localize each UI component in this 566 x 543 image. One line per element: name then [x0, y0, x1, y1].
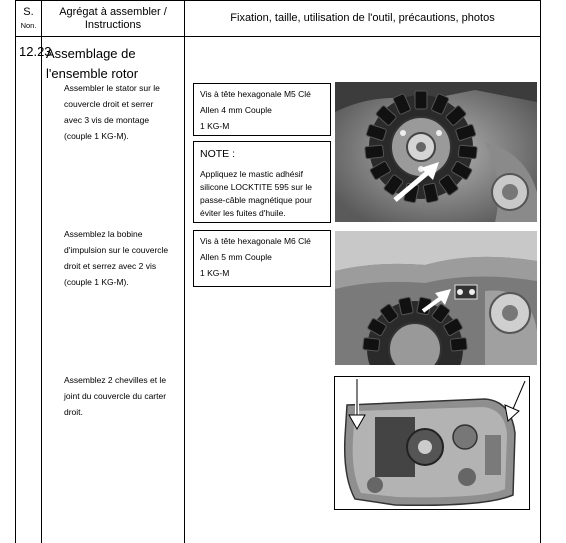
step1-instruction [64, 80, 178, 144]
step3-instruction-line: Assemblez 2 chevilles et le [64, 375, 167, 385]
step3-instruction-line: joint du couvercle du carter [64, 391, 167, 401]
note-line: passe-câble magnétique pour [200, 195, 312, 205]
section-number: 12.23 [19, 44, 52, 59]
section-title-line2: l'ensemble rotor [46, 66, 139, 81]
header-fixation-text: Fixation, taille, utilisation de l'outil, précautions, photos [230, 12, 495, 24]
step2-spec-line: 1 KG-M [200, 268, 230, 278]
step2-instruction-line: Assemblez la bobine [64, 229, 143, 239]
step3-instruction [64, 372, 178, 420]
table-right-border [540, 0, 541, 543]
photo-stator [335, 82, 537, 222]
step2-spec-line: Vis à tête hexagonale M6 Clé [200, 236, 311, 246]
step1-instruction-line: couvercle droit et serrer [64, 99, 154, 109]
step2-spec-line: Allen 5 mm Couple [200, 252, 272, 262]
column-divider-2 [184, 0, 185, 543]
step1-instruction-line: Assembler le stator sur le [64, 83, 160, 93]
header-sno-line1: S. [23, 5, 34, 18]
note-line: Appliquez le mastic adhésif [200, 169, 304, 179]
note-text [200, 168, 324, 220]
photo-pulser-coil [335, 231, 537, 365]
section-title-line1: Assemblage de [46, 46, 136, 61]
step2-instruction [64, 226, 178, 290]
step1-spec-line: Allen 4 mm Couple [200, 105, 272, 115]
step2-instruction-line: (couple 1 KG-M). [64, 277, 129, 287]
header-assembly-line2: Instructions [84, 18, 142, 31]
header-assembly [42, 1, 184, 36]
note-title: NOTE : [200, 148, 236, 160]
photo-cover-gasket [334, 376, 530, 510]
header-fixation [185, 1, 540, 36]
header-assembly-line1: Agrégat à assembler / [59, 5, 167, 18]
step3-instruction-line: droit. [64, 407, 83, 417]
step1-note-box [193, 141, 331, 223]
note-line: silicone LOCKTITE 595 sur le [200, 182, 312, 192]
header-sno-line2: Non. [20, 20, 37, 30]
step1-instruction-line: (couple 1 KG-M). [64, 131, 129, 141]
note-line: éviter les fuites d'huile. [200, 208, 286, 218]
step2-spec-box [193, 230, 331, 287]
step1-instruction-line: avec 3 vis de montage [64, 115, 150, 125]
header-bottom-border [15, 36, 540, 37]
step2-instruction-line: droit et serrez avec 2 vis [64, 261, 157, 271]
column-divider-1 [41, 0, 42, 543]
header-sno [16, 1, 41, 36]
step1-spec-box [193, 83, 331, 136]
step1-spec-line: Vis à tête hexagonale M5 Clé [200, 89, 311, 99]
step2-instruction-line: d'impulsion sur le couvercle [64, 245, 169, 255]
section-title [46, 44, 176, 84]
table-left-border [15, 0, 16, 543]
step1-spec-line: 1 KG-M [200, 121, 230, 131]
